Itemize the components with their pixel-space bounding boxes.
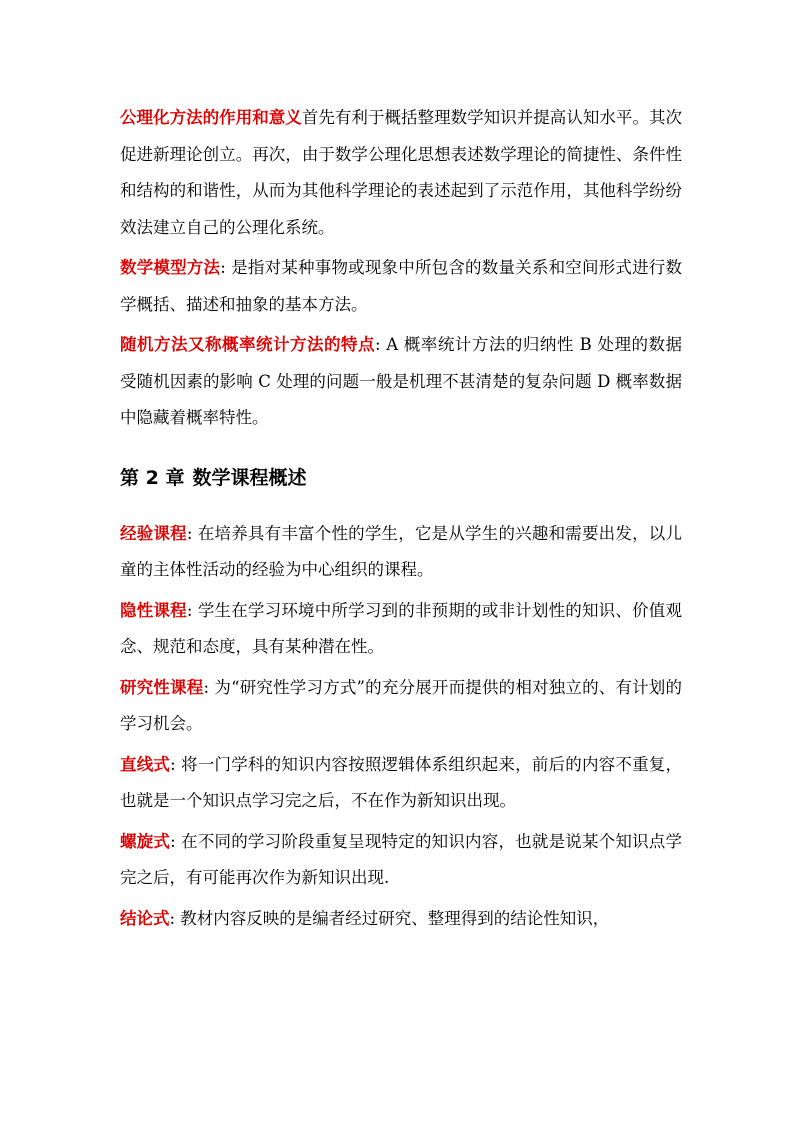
paragraph-text: : 是指对某种事物或现象中所包含的数量关系和空间形式进行数学概括、描述和抽象的基本方法。: [120, 258, 682, 314]
paragraph-text: : 教材内容反映的是编者经过研究、整理得到的结论性知识，: [169, 908, 610, 928]
paragraph-math-model-method: [120, 250, 682, 323]
term-label: 直线式: [120, 754, 171, 774]
paragraph-conclusion-style: [120, 901, 682, 938]
paragraph-text: : 在不同的学习阶段重复呈现特定的知识内容，也就是说某个知识点学完之后，有可能再次作为新知识出现.: [120, 831, 682, 887]
term-label: 螺旋式: [120, 831, 171, 851]
term-label: 结论式: [120, 908, 170, 928]
paragraph-spiral-style: [120, 824, 682, 897]
document-body: [120, 100, 682, 941]
term-label: 研究性课程: [120, 677, 204, 697]
chapter-title: 数学课程概述: [192, 466, 307, 489]
term-label: 公理化方法的作用和意义: [120, 108, 302, 127]
paragraph-linear-style: [120, 747, 682, 820]
paragraph-hidden-curriculum: [120, 593, 682, 666]
term-label: 数学模型方法: [120, 258, 221, 277]
paragraph-text: : 学生在学习环境中所学习到的非预期的或非计划性的知识、价值观念、规范和态度，具有某种潜在性。: [120, 600, 682, 656]
paragraph-text: : A 概率统计方法的归纳性 B 处理的数据受随机因素的影响 C 处理的问题一般是机理不甚清楚的复杂问题 D 概率数据中隐藏着概率特性。: [120, 335, 682, 427]
paragraph-random-method: [120, 327, 682, 437]
chapter-number: 第 2 章: [120, 466, 185, 489]
term-label: 随机方法又称概率统计方法的特点: [120, 335, 375, 354]
paragraph-experience-curriculum: [120, 516, 682, 589]
paragraph-text: : 将一门学科的知识内容按照逻辑体系组织起来，前后的内容不重复，也就是一个知识点学习完之后，不在作为新知识出现。: [120, 754, 682, 810]
term-label: 隐性课程: [120, 600, 187, 620]
term-label: 经验课程: [120, 523, 187, 543]
chapter-heading: [120, 464, 682, 492]
paragraph-research-curriculum: [120, 670, 682, 743]
paragraph-text: : 在培养具有丰富个性的学生，它是从学生的兴趣和需要出发，以儿童的主体性活动的经验为中心组织的课程。: [120, 523, 682, 579]
paragraph-text: : 为“研究性学习方式”的充分展开而提供的相对独立的、有计划的学习机会。: [120, 677, 682, 733]
paragraph-text: 首先有利于概括整理数学知识并提高认知水平。其次促进新理论创立。再次，由于数学公理化思想表述数学理论的简捷性、条件性和结构的和谐性，从而为其他科学理论的表述起到了示范作用，其他科学纷纷效法建立自己的公理化系统。: [120, 108, 683, 237]
paragraph-axiomatic-method: [120, 100, 682, 246]
